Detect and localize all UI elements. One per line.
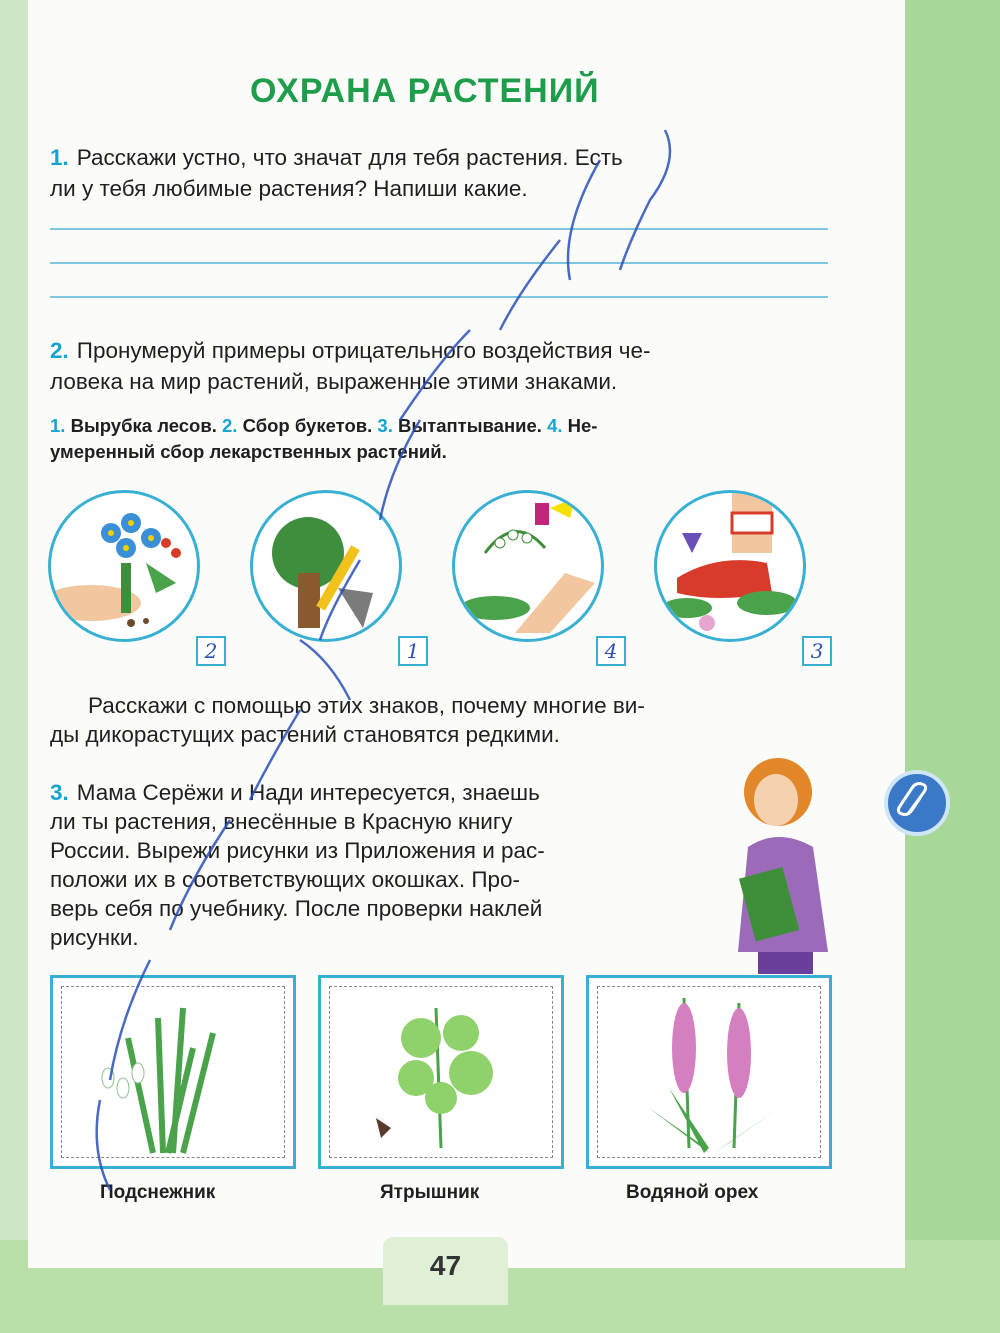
answer-line-2[interactable]	[50, 262, 828, 264]
task3-line3: России. Вырежи рисунки из Приложения и рас-	[50, 838, 545, 863]
task3-number: 3.	[50, 780, 69, 805]
girl-with-book-illustration	[728, 752, 838, 974]
plant-caption-3: Водяной орех	[626, 1182, 759, 1203]
sign-logging-circle	[250, 490, 402, 642]
shoe-trampling-icon	[657, 493, 803, 639]
bouquet-icon	[51, 493, 197, 639]
page-number: 47	[429, 1250, 462, 1281]
task3-line2: ли ты растения, внесённые в Красную книгу	[50, 809, 513, 834]
answer-box-logging[interactable]: 1	[398, 636, 428, 666]
page-title: ОХРАНА РАСТЕНИЙ	[250, 72, 600, 110]
plant-window-orchid[interactable]	[318, 975, 564, 1169]
paperclip-icon	[884, 770, 950, 836]
task1-line1: 1. Расскажи устно, что значат для тебя растения. Есть	[50, 145, 623, 170]
task3-line5: верь себя по учебнику. После проверки наклей	[50, 896, 543, 921]
task1-number: 1.	[50, 145, 69, 170]
axe-tree-icon	[253, 493, 399, 639]
task1-line2: ли у тебя любимые растения? Напиши какие.	[50, 176, 528, 201]
task3-line6: рисунки.	[50, 925, 139, 950]
plant-window-water-chestnut[interactable]	[586, 975, 832, 1169]
task2-line1: 2. Пронумеруй примеры отрицательного воздействия че-	[50, 338, 651, 363]
sign-bouquet-circle	[48, 490, 200, 642]
answer-box-medicinal[interactable]: 4	[596, 636, 626, 666]
task3-line1: 3. Мама Серёжи и Нади интересуется, знаешь	[50, 780, 540, 805]
task3-line4: положи их в соответствующих окошках. Про-	[50, 867, 521, 892]
task2-options-line1: 1. Вырубка лесов. 2. Сбор букетов. 3. Вытаптывание. 4. Не-	[50, 415, 598, 436]
sign-trampling-circle	[654, 490, 806, 642]
answer-line-3[interactable]	[50, 296, 828, 298]
task2-line2: ловека на мир растений, выраженные этими знаками.	[50, 369, 618, 394]
plant-caption-1: Подснежник	[100, 1182, 216, 1203]
answer-line-1[interactable]	[50, 228, 828, 230]
task2-tell-line2: ды дикорастущих растений становятся редкими.	[50, 722, 560, 747]
plant-window-snowdrop[interactable]	[50, 975, 296, 1169]
task2-number: 2.	[50, 338, 69, 363]
sign-medicinal-circle	[452, 490, 604, 642]
medicinal-plant-icon	[455, 493, 601, 639]
answer-box-bouquet[interactable]: 2	[196, 636, 226, 666]
task2-options-line2: умеренный сбор лекарственных растений.	[50, 441, 447, 462]
task2-tell-line1: Расскажи с помощью этих знаков, почему многие ви-	[88, 693, 645, 718]
answer-box-trampling[interactable]: 3	[802, 636, 832, 666]
plant-caption-2: Ятрышник	[380, 1182, 480, 1203]
page-edge-right	[905, 0, 1000, 1333]
